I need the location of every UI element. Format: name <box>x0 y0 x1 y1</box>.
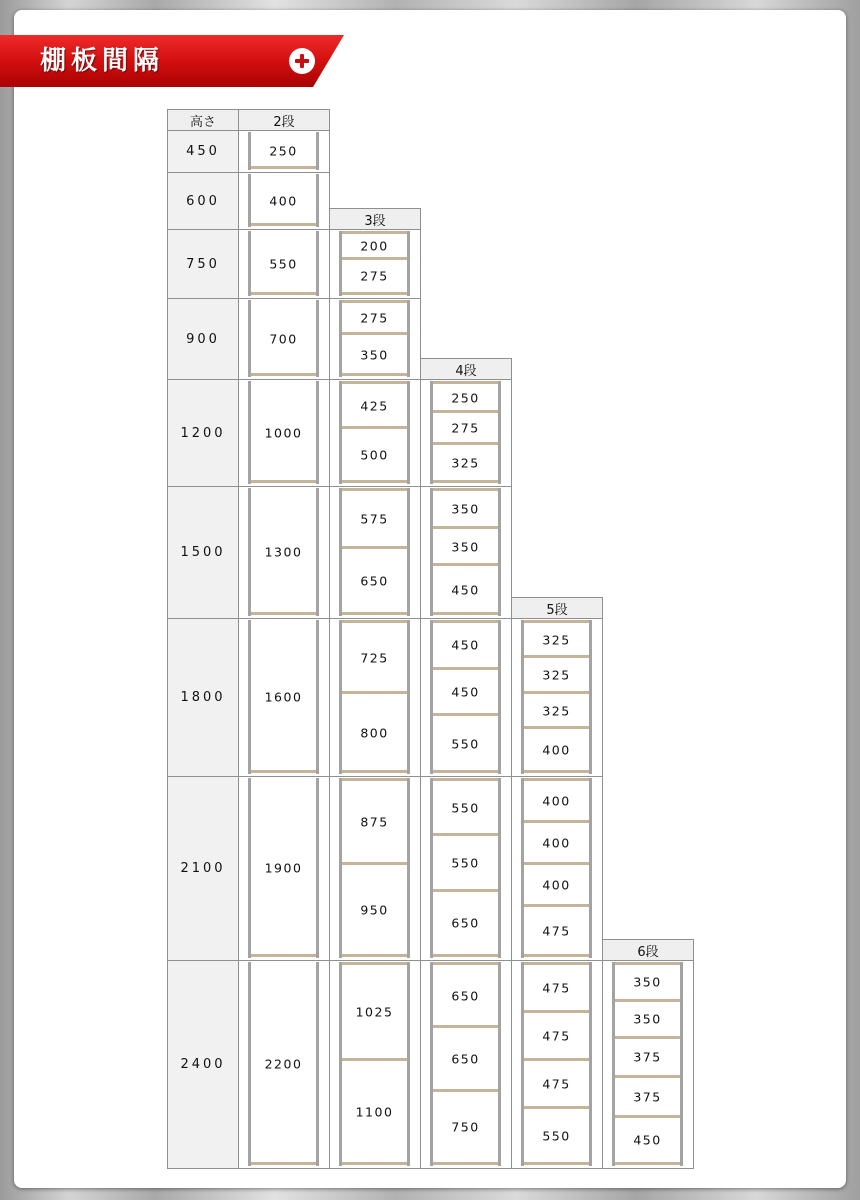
shelf-spacing-value: 700 <box>269 331 298 346</box>
shelf-spacing-value: 350 <box>451 501 480 517</box>
shelf-board <box>342 332 407 335</box>
shelf-board <box>251 770 316 773</box>
shelf-board <box>433 612 498 615</box>
height-label: 450 <box>167 130 239 173</box>
shelf-spacing-value: 475 <box>542 923 571 939</box>
shelf-board <box>342 300 407 303</box>
shelf-spacing-value: 475 <box>542 980 571 996</box>
column-header-3-dan: 3段 <box>329 208 421 230</box>
shelf-board <box>433 954 498 957</box>
shelf-board <box>524 862 589 865</box>
shelf-spacing-value: 325 <box>542 703 571 719</box>
shelf-spacing-value: 550 <box>451 855 480 871</box>
shelf-board <box>342 620 407 623</box>
shelf-board <box>524 1106 589 1109</box>
shelf-unit-diagram <box>248 174 319 227</box>
column-header-6-dan: 6段 <box>602 939 694 961</box>
shelf-unit-diagram <box>430 381 501 484</box>
shelf-board <box>433 1025 498 1028</box>
shelf-unit-diagram <box>430 778 501 958</box>
shelf-board <box>251 1162 316 1165</box>
shelf-board <box>524 962 589 965</box>
section-title: 棚板間隔 <box>40 46 165 76</box>
height-label: 1800 <box>167 618 239 777</box>
shelf-unit-diagram <box>430 962 501 1166</box>
height-column-header: 高さ <box>167 109 239 131</box>
shelf-unit-diagram <box>339 620 410 774</box>
shelf-board <box>524 655 589 658</box>
shelf-unit-diagram <box>521 620 592 774</box>
shelf-spacing-value: 325 <box>542 667 571 683</box>
shelf-unit-diagram <box>339 778 410 958</box>
shelf-board <box>433 770 498 773</box>
shelf-board <box>342 231 407 234</box>
shelf-spacing-value: 2200 <box>264 1056 303 1072</box>
shelf-spacing-value: 1600 <box>264 689 303 705</box>
shelf-board <box>524 726 589 729</box>
shelf-spacing-value: 550 <box>451 800 480 816</box>
shelf-spacing-value: 350 <box>451 539 480 555</box>
shelf-spacing-value: 475 <box>542 1028 571 1044</box>
shelf-board <box>433 442 498 445</box>
shelf-board <box>251 480 316 483</box>
shelf-board <box>524 770 589 773</box>
shelf-board <box>251 166 316 169</box>
shelf-board <box>251 373 316 376</box>
shelf-board <box>615 1115 680 1118</box>
shelf-board <box>433 1162 498 1165</box>
shelf-spacing-value: 400 <box>542 793 571 809</box>
shelf-spacing-value: 1300 <box>264 544 303 560</box>
column-header-5-dan: 5段 <box>511 597 603 619</box>
shelf-spacing-value: 275 <box>360 268 389 284</box>
shelf-board <box>342 954 407 957</box>
shelf-spacing-value: 450 <box>451 684 480 700</box>
shelf-board <box>342 770 407 773</box>
shelf-board <box>615 1162 680 1165</box>
shelf-board <box>342 373 407 376</box>
height-label: 900 <box>167 298 239 380</box>
shelf-board <box>524 620 589 623</box>
shelf-spacing-value: 1100 <box>355 1104 394 1120</box>
shelf-unit-diagram <box>248 778 319 958</box>
shelf-board <box>342 962 407 965</box>
shelf-spacing-value: 475 <box>542 1076 571 1092</box>
shelf-unit-diagram <box>339 231 410 296</box>
shelf-spacing-value: 350 <box>360 347 389 363</box>
shelf-unit-diagram <box>430 620 501 774</box>
shelf-spacing-value: 275 <box>360 310 389 326</box>
shelf-unit-diagram <box>248 300 319 377</box>
shelf-spacing-value: 375 <box>633 1049 662 1065</box>
height-label: 2100 <box>167 776 239 961</box>
shelf-unit-diagram <box>339 488 410 616</box>
shelf-spacing-value: 875 <box>360 814 389 830</box>
height-label: 2400 <box>167 960 239 1169</box>
shelf-board <box>342 257 407 260</box>
shelf-board <box>524 1058 589 1061</box>
shelf-spacing-value: 400 <box>542 835 571 851</box>
shelf-spacing-value: 450 <box>451 582 480 598</box>
shelf-spacing-value: 400 <box>269 193 298 208</box>
shelf-board <box>251 612 316 615</box>
shelf-spacing-value: 450 <box>451 637 480 653</box>
shelf-board <box>524 820 589 823</box>
shelf-board <box>433 889 498 892</box>
shelf-board <box>342 480 407 483</box>
height-label: 750 <box>167 229 239 299</box>
shelf-board <box>342 1162 407 1165</box>
shelf-board <box>342 292 407 295</box>
shelf-unit-diagram <box>248 231 319 296</box>
shelf-board <box>433 526 498 529</box>
shelf-board <box>524 904 589 907</box>
shelf-spacing-value: 425 <box>360 398 389 414</box>
column-header-2-dan: 2段 <box>238 109 330 131</box>
shelf-spacing-value: 250 <box>451 390 480 406</box>
shelf-unit-diagram <box>430 488 501 616</box>
shelf-board <box>342 488 407 491</box>
shelf-spacing-value: 725 <box>360 650 389 666</box>
shelf-board <box>524 1162 589 1165</box>
shelf-spacing-value: 650 <box>451 915 480 931</box>
shelf-spacing-value: 400 <box>542 877 571 893</box>
shelf-board <box>433 1089 498 1092</box>
shelf-board <box>342 691 407 694</box>
shelf-board <box>615 962 680 965</box>
shelf-board <box>251 292 316 295</box>
shelf-board <box>342 612 407 615</box>
height-label: 1500 <box>167 486 239 619</box>
shelf-spacing-value: 1025 <box>355 1004 394 1020</box>
shelf-board <box>524 691 589 694</box>
shelf-unit-diagram <box>248 488 319 616</box>
shelf-spacing-value: 325 <box>451 455 480 471</box>
shelf-spacing-value: 275 <box>451 420 480 436</box>
height-label: 1200 <box>167 379 239 487</box>
shelf-spacing-value: 350 <box>633 974 662 990</box>
shelf-spacing-value: 550 <box>542 1128 571 1144</box>
shelf-board <box>433 962 498 965</box>
shelf-unit-diagram <box>339 962 410 1166</box>
shelf-spacing-value: 650 <box>360 573 389 589</box>
shelf-board <box>342 546 407 549</box>
shelf-board <box>433 833 498 836</box>
shelf-spacing-value: 350 <box>633 1011 662 1027</box>
shelf-unit-diagram <box>248 381 319 484</box>
shelf-spacing-value: 575 <box>360 511 389 527</box>
shelf-spacing-value: 550 <box>451 736 480 752</box>
shelf-board <box>524 1010 589 1013</box>
shelf-board <box>342 381 407 384</box>
shelf-unit-diagram <box>521 962 592 1166</box>
shelf-unit-diagram <box>248 962 319 1166</box>
height-label: 600 <box>167 172 239 230</box>
shelf-board <box>342 862 407 865</box>
shelf-board <box>433 667 498 670</box>
shelf-spacing-value: 450 <box>633 1132 662 1148</box>
shelf-board <box>433 410 498 413</box>
shelf-board <box>433 381 498 384</box>
shelf-spacing-value: 800 <box>360 725 389 741</box>
shelf-spacing-value: 200 <box>360 238 389 254</box>
shelf-board <box>524 778 589 781</box>
shelf-board <box>433 480 498 483</box>
shelf-spacing-value: 750 <box>451 1119 480 1135</box>
shelf-board <box>433 620 498 623</box>
shelf-board <box>433 563 498 566</box>
shelf-board <box>251 954 316 957</box>
column-header-4-dan: 4段 <box>420 358 512 380</box>
shelf-spacing-value: 950 <box>360 902 389 918</box>
shelf-board <box>433 713 498 716</box>
shelf-board <box>342 426 407 429</box>
shelf-unit-diagram <box>248 132 319 170</box>
shelf-board <box>615 1036 680 1039</box>
shelf-unit-diagram <box>248 620 319 774</box>
shelf-board <box>251 223 316 226</box>
shelf-board <box>433 778 498 781</box>
shelf-board <box>342 778 407 781</box>
shelf-spacing-value: 650 <box>451 988 480 1004</box>
shelf-spacing-value: 1000 <box>264 425 303 440</box>
shelf-spacing-value: 250 <box>269 143 298 159</box>
shelf-spacing-value: 375 <box>633 1089 662 1105</box>
shelf-board <box>433 488 498 491</box>
shelf-board <box>342 1058 407 1061</box>
shelf-board <box>615 1075 680 1078</box>
shelf-spacing-value: 650 <box>451 1051 480 1067</box>
shelf-board <box>524 954 589 957</box>
shelf-board <box>615 999 680 1002</box>
shelf-unit-diagram <box>521 778 592 958</box>
shelf-unit-diagram <box>612 962 683 1166</box>
shelf-spacing-value: 1900 <box>264 860 303 876</box>
shelf-spacing-value: 500 <box>360 447 389 463</box>
shelf-unit-diagram <box>339 381 410 484</box>
shelf-unit-diagram <box>339 300 410 377</box>
shelf-spacing-value: 400 <box>542 742 571 758</box>
shelf-spacing-value: 325 <box>542 632 571 648</box>
shelf-spacing-value: 550 <box>269 256 298 271</box>
